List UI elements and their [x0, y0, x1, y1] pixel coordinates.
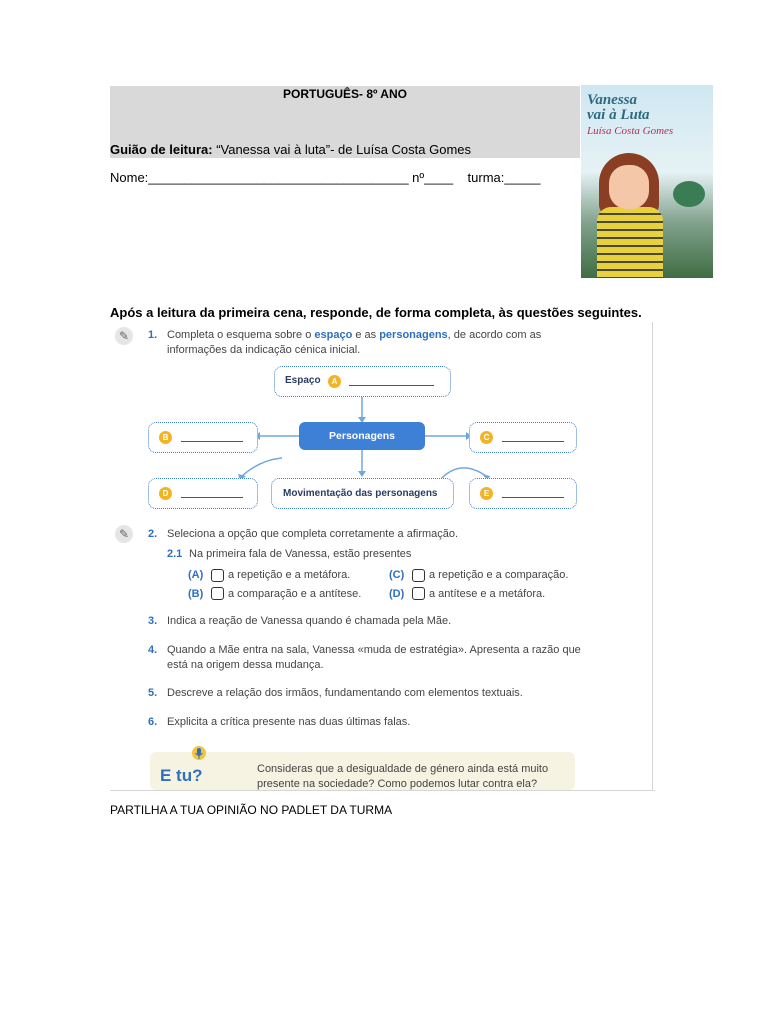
- cover-title-line1: Vanessa: [587, 92, 638, 108]
- footer-text: PARTILHA A TUA OPINIÃO NO PADLET DA TURMA: [110, 803, 393, 817]
- document-title: PORTUGUÊS- 8º ANO: [283, 87, 407, 101]
- personagens-box: Personagens: [299, 422, 425, 450]
- blank-line[interactable]: [502, 497, 564, 498]
- option-c-text: a repetição e a comparação.: [429, 569, 569, 581]
- guide-line: [110, 142, 471, 157]
- question-5-number: 5.: [148, 687, 158, 699]
- q1-highlight-personagens: personagens: [379, 329, 448, 341]
- option-c-checkbox[interactable]: [412, 569, 425, 582]
- guide-label: Guião de leitura:: [110, 142, 213, 157]
- espaco-box: [274, 366, 451, 397]
- movimentacao-label: Movimentação das personagens: [283, 488, 438, 499]
- question-2-1-number: 2.1: [167, 548, 183, 560]
- question-3-number: 3.: [148, 615, 158, 627]
- pencil-icon: ✎: [115, 327, 133, 345]
- option-d-text: a antítese e a metáfora.: [429, 588, 546, 600]
- option-d-letter: (D): [389, 588, 405, 600]
- letter-a-badge: A: [328, 375, 341, 388]
- e-tu-label: E tu?: [160, 766, 203, 785]
- question-1-number: 1.: [148, 329, 158, 341]
- microphone-icon: [192, 745, 206, 763]
- letter-e-badge: E: [480, 487, 493, 500]
- movimentacao-box: [271, 478, 454, 509]
- letter-c-badge: C: [480, 431, 493, 444]
- panel-border-right: [652, 322, 653, 790]
- cover-badge: [673, 181, 705, 207]
- option-c-letter: (C): [389, 569, 405, 581]
- option-d-checkbox[interactable]: [412, 587, 425, 600]
- question-4-text: Quando a Mãe entra na sala, Vanessa «muda de estratégia». Apresenta a razão que está na origem dessa mudança.: [167, 644, 581, 671]
- question-3-text: Indica a reação de Vanessa quando é chamada pela Mãe.: [167, 615, 452, 627]
- cover-author: Luísa Costa Gomes: [587, 125, 674, 137]
- option-a-text: a repetição e a metáfora.: [228, 569, 351, 581]
- q1-text-part: , de acordo com as informações da indicação cénica inicial.: [167, 329, 542, 356]
- blank-line[interactable]: [349, 385, 434, 386]
- question-2-number: 2.: [148, 528, 158, 540]
- cover-title: [587, 93, 650, 123]
- question-6-text: Explicita a crítica presente nas duas últimas falas.: [167, 716, 411, 728]
- cover-illustration-body: [597, 207, 663, 278]
- cover-illustration-face: [609, 165, 649, 209]
- letter-b-badge: B: [159, 431, 172, 444]
- textbook-panel: [110, 322, 655, 790]
- blank-line[interactable]: [181, 497, 243, 498]
- option-b-letter: (B): [188, 588, 204, 600]
- q1-text-part: Completa o esquema sobre o: [167, 329, 315, 341]
- arrow-icon: [242, 458, 282, 476]
- e-box: [469, 478, 577, 509]
- instruction: Após a leitura da primeira cena, responde, de forma completa, às questões seguintes.: [110, 305, 642, 320]
- guide-text: “Vanessa vai à luta”- de Luísa Costa Gomes: [212, 142, 472, 157]
- option-b-text: a comparação e a antítese.: [228, 588, 362, 600]
- cover-title-line2: vai à Luta: [587, 107, 650, 123]
- question-5-text: Descreve a relação dos irmãos, fundamentando com elementos textuais.: [167, 687, 523, 699]
- option-a-checkbox[interactable]: [211, 569, 224, 582]
- blank-line[interactable]: [181, 441, 243, 442]
- panel-border-bottom: [110, 790, 655, 791]
- letter-d-badge: D: [159, 487, 172, 500]
- q1-text-part: e as: [352, 329, 380, 341]
- espaco-label: Espaço: [285, 375, 321, 386]
- question-6-number: 6.: [148, 716, 158, 728]
- question-2-text: Seleciona a opção que completa corretamente a afirmação.: [167, 528, 459, 540]
- b-box: [148, 422, 258, 453]
- option-b-checkbox[interactable]: [211, 587, 224, 600]
- question-2-1-text: Na primeira fala de Vanessa, estão presentes: [189, 548, 412, 560]
- question-4-number: 4.: [148, 644, 158, 656]
- q1-highlight-espaco: espaço: [314, 329, 353, 341]
- pencil-icon: ✎: [115, 525, 133, 543]
- e-tu-text: Consideras que a desigualdade de género ainda está muito presente na sociedade? Como podemos lutar contra ela?: [257, 763, 549, 790]
- name-line: Nome:____________________________________ nº____ turma:_____: [110, 170, 541, 185]
- option-a-letter: (A): [188, 569, 204, 581]
- blank-line[interactable]: [502, 441, 564, 442]
- book-cover-image: [581, 85, 713, 278]
- d-box: [148, 478, 258, 509]
- c-box: [469, 422, 577, 453]
